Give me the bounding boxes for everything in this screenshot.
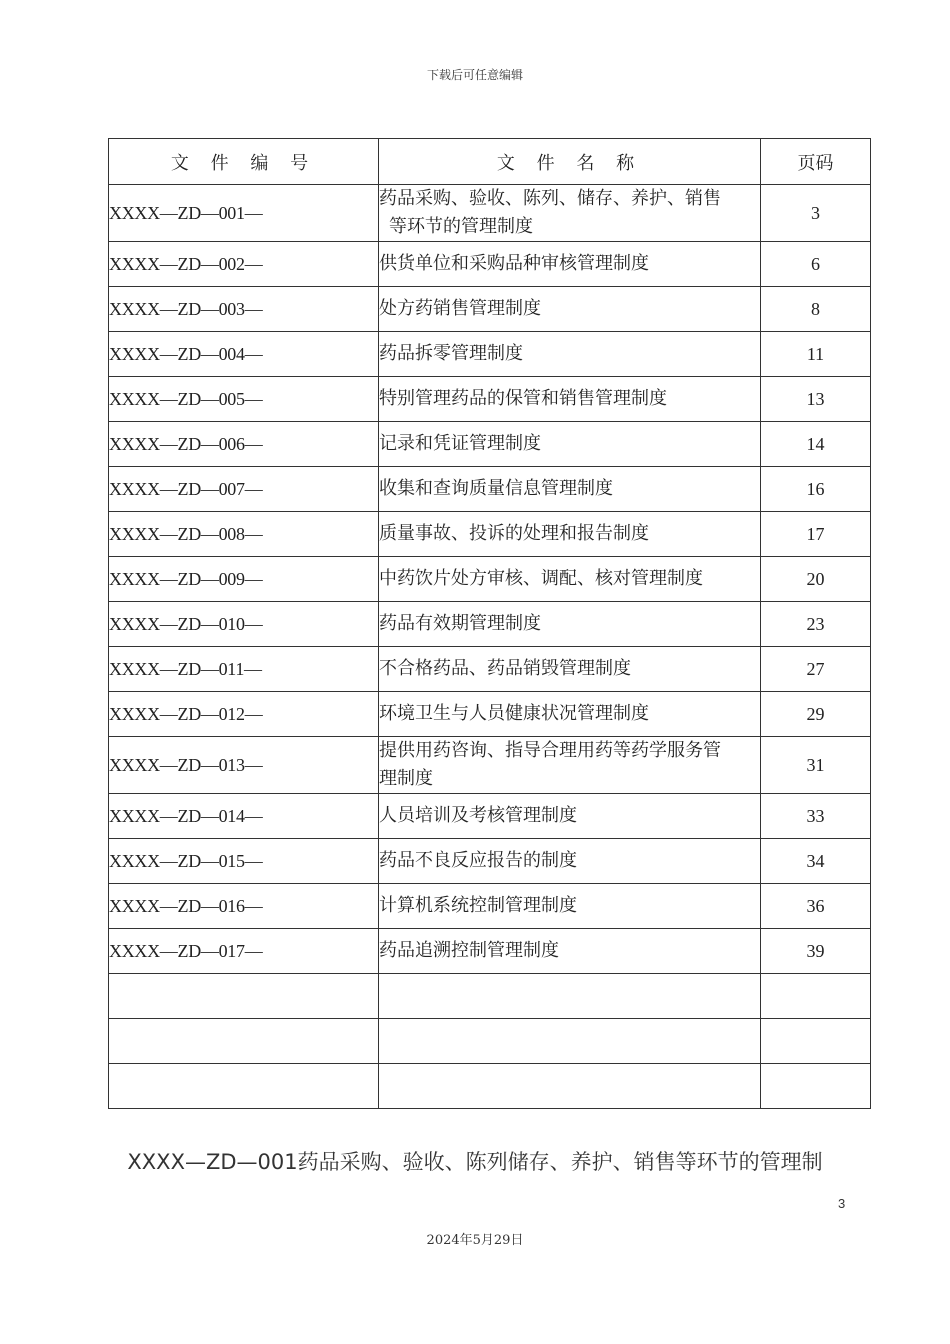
doc-name-line: 等环节的管理制度 bbox=[389, 216, 533, 237]
doc-page: 8 bbox=[761, 287, 871, 332]
table-row bbox=[109, 557, 871, 602]
doc-name: 收集和查询质量信息管理制度 bbox=[379, 467, 761, 512]
doc-code: XXXX—ZD—016— bbox=[109, 884, 379, 929]
document-index-table bbox=[108, 138, 871, 1109]
doc-code: XXXX—ZD—005— bbox=[109, 377, 379, 422]
doc-code: XXXX—ZD—006— bbox=[109, 422, 379, 467]
doc-name: 供货单位和采购品种审核管理制度 bbox=[379, 242, 761, 287]
doc-name: 人员培训及考核管理制度 bbox=[379, 794, 761, 839]
doc-code: XXXX—ZD—010— bbox=[109, 602, 379, 647]
doc-code: XXXX—ZD—003— bbox=[109, 287, 379, 332]
doc-page: 23 bbox=[761, 602, 871, 647]
doc-page: 3 bbox=[761, 185, 871, 242]
doc-name: 药品拆零管理制度 bbox=[379, 332, 761, 377]
doc-name: 特别管理药品的保管和销售管理制度 bbox=[379, 377, 761, 422]
doc-code: XXXX—ZD—004— bbox=[109, 332, 379, 377]
empty-cell bbox=[761, 974, 871, 1019]
empty-row bbox=[109, 974, 871, 1019]
doc-page: 33 bbox=[761, 794, 871, 839]
doc-code: XXXX—ZD—008— bbox=[109, 512, 379, 557]
table-header-row bbox=[109, 139, 871, 185]
empty-row bbox=[109, 1064, 871, 1109]
header-note: 下载后可任意编辑 bbox=[426, 68, 523, 82]
footer-date: 2024年5月29日 bbox=[426, 1233, 524, 1248]
doc-name: 环境卫生与人员健康状况管理制度 bbox=[379, 692, 761, 737]
table-row bbox=[109, 242, 871, 287]
empty-cell bbox=[109, 1064, 379, 1109]
doc-name: 药品追溯控制管理制度 bbox=[379, 929, 761, 974]
doc-code: XXXX—ZD—012— bbox=[109, 692, 379, 737]
table-row bbox=[109, 467, 871, 512]
doc-name-line: 药品采购、验收、陈列、储存、养护、销售 bbox=[379, 188, 721, 209]
doc-page: 27 bbox=[761, 647, 871, 692]
doc-code: XXXX—ZD—015— bbox=[109, 839, 379, 884]
doc-page: 29 bbox=[761, 692, 871, 737]
section-heading: XXXX—ZD—001药品采购、验收、陈列储存、养护、销售等环节的管理制 bbox=[127, 1150, 823, 1174]
doc-name: 药品有效期管理制度 bbox=[379, 602, 761, 647]
table-row bbox=[109, 422, 871, 467]
empty-cell bbox=[379, 974, 761, 1019]
table-row bbox=[109, 647, 871, 692]
empty-cell bbox=[109, 974, 379, 1019]
doc-page: 20 bbox=[761, 557, 871, 602]
table-row bbox=[109, 737, 871, 794]
header-page: 页码 bbox=[761, 139, 871, 185]
empty-cell bbox=[761, 1064, 871, 1109]
doc-page: 11 bbox=[761, 332, 871, 377]
doc-name: 处方药销售管理制度 bbox=[379, 287, 761, 332]
doc-page: 34 bbox=[761, 839, 871, 884]
doc-page: 17 bbox=[761, 512, 871, 557]
table-row bbox=[109, 884, 871, 929]
doc-code: XXXX—ZD—002— bbox=[109, 242, 379, 287]
doc-code: XXXX—ZD—009— bbox=[109, 557, 379, 602]
empty-cell bbox=[379, 1064, 761, 1109]
doc-name-line: 提供用药咨询、指导合理用药等药学服务管 bbox=[379, 740, 721, 761]
table-row bbox=[109, 332, 871, 377]
doc-code: XXXX—ZD—013— bbox=[109, 737, 379, 794]
table-row bbox=[109, 185, 871, 242]
doc-page: 36 bbox=[761, 884, 871, 929]
table-row bbox=[109, 929, 871, 974]
table-row bbox=[109, 794, 871, 839]
table-row bbox=[109, 377, 871, 422]
table-row bbox=[109, 692, 871, 737]
doc-code: XXXX—ZD—001— bbox=[109, 185, 379, 242]
doc-name: 中药饮片处方审核、调配、核对管理制度 bbox=[379, 557, 761, 602]
doc-code: XXXX—ZD—011— bbox=[109, 647, 379, 692]
header-name: 文 件 名 称 bbox=[379, 139, 761, 185]
doc-page: 14 bbox=[761, 422, 871, 467]
doc-code: XXXX—ZD—014— bbox=[109, 794, 379, 839]
doc-page: 16 bbox=[761, 467, 871, 512]
empty-row bbox=[109, 1019, 871, 1064]
doc-code: XXXX—ZD—017— bbox=[109, 929, 379, 974]
empty-cell bbox=[379, 1019, 761, 1064]
table-row bbox=[109, 602, 871, 647]
empty-cell bbox=[109, 1019, 379, 1064]
doc-page: 6 bbox=[761, 242, 871, 287]
header-code: 文 件 编 号 bbox=[109, 139, 379, 185]
doc-page: 13 bbox=[761, 377, 871, 422]
doc-page: 31 bbox=[761, 737, 871, 794]
doc-name bbox=[379, 185, 761, 242]
table-row bbox=[109, 839, 871, 884]
doc-name: 不合格药品、药品销毁管理制度 bbox=[379, 647, 761, 692]
doc-code: XXXX—ZD—007— bbox=[109, 467, 379, 512]
doc-name: 计算机系统控制管理制度 bbox=[379, 884, 761, 929]
doc-name: 记录和凭证管理制度 bbox=[379, 422, 761, 467]
doc-name bbox=[379, 737, 761, 794]
doc-name: 药品不良反应报告的制度 bbox=[379, 839, 761, 884]
doc-name-line: 理制度 bbox=[379, 768, 433, 789]
table-row bbox=[109, 512, 871, 557]
doc-page: 39 bbox=[761, 929, 871, 974]
empty-cell bbox=[761, 1019, 871, 1064]
doc-name: 质量事故、投诉的处理和报告制度 bbox=[379, 512, 761, 557]
page-number: 3 bbox=[838, 1196, 846, 1211]
table-row bbox=[109, 287, 871, 332]
